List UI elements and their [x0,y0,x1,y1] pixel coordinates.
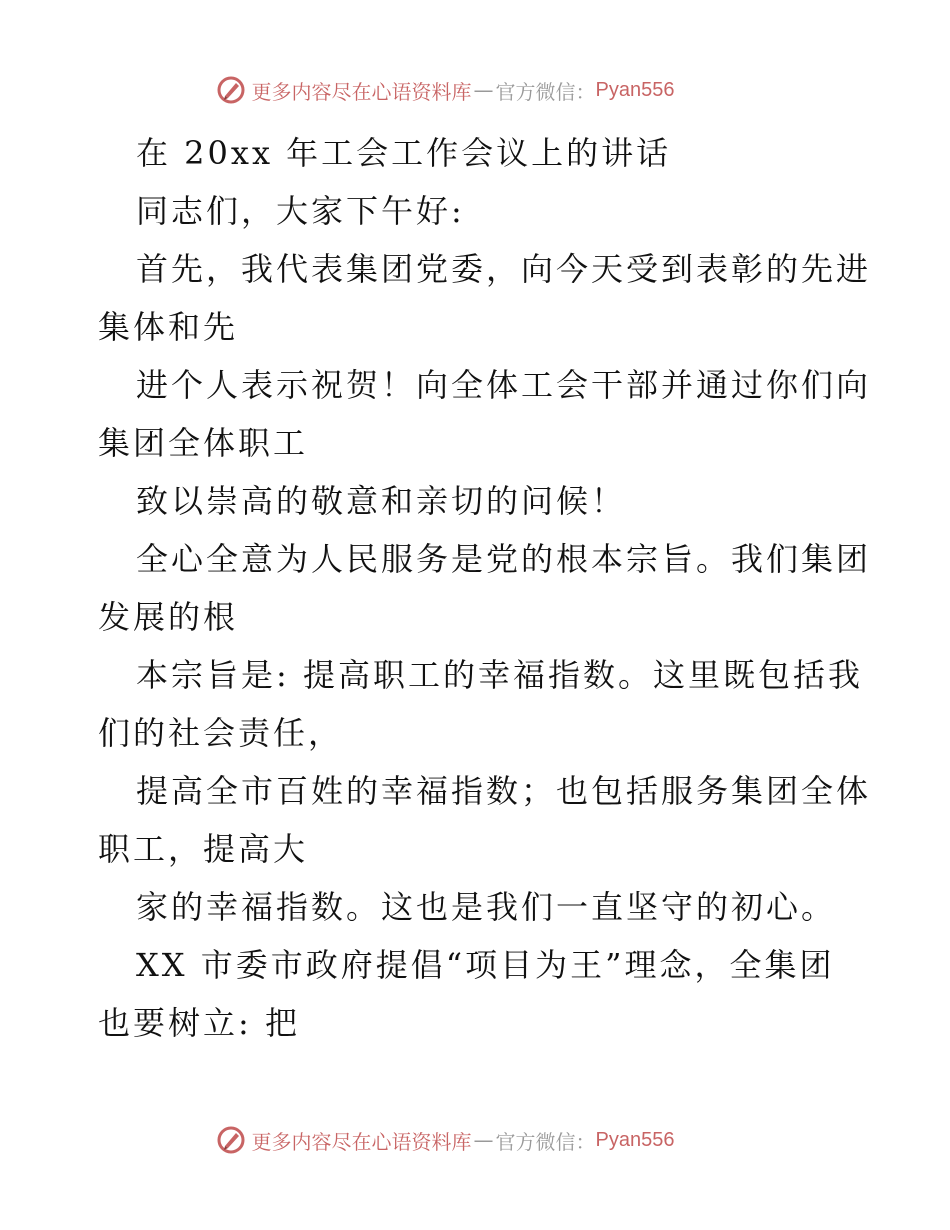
header-banner-separator: — [473,78,494,102]
header-banner-official: 官方微信： [495,79,596,104]
footer-banner-wechat-id: Pyan556 [595,1128,675,1151]
footer-banner-inner [216,1125,675,1155]
paragraph-line: 发展的根 [98,598,239,636]
footer-banner-official: 官方微信： [495,1129,596,1154]
paragraph-line: 首先，我代表集团党委，向今天受到表彰的先进 [136,250,872,288]
paragraph-line: 全心全意为人民服务是党的根本宗旨。我们集团 [136,540,872,578]
document-body [98,124,872,1052]
paragraph-line: 集体和先 [98,308,239,346]
pen-circle-logo-icon [216,1125,246,1155]
footer-banner-text: 更多内容尽在心语资料库 [251,1129,472,1154]
paragraph-line: 致以崇高的敬意和亲切的问候！ [136,482,627,520]
paragraph-line: 们的社会责任， [98,714,344,752]
paragraph-line: XX 市委市政府提倡“项目为王”理念，全集团 [136,946,835,984]
footer-banner [0,1120,950,1160]
paragraph-line: 同志们，大家下午好: [136,192,465,230]
paragraph-line: 也要树立: 把 [98,1004,300,1042]
paragraph-line: 职工，提高大 [98,830,309,868]
paragraph-line: 家的幸福指数。这也是我们一直坚守的初心。 [136,888,837,926]
paragraph-line: 进个人表示祝贺！向全体工会干部并通过你们向 [136,366,872,404]
paragraph-line: 集团全体职工 [98,424,309,462]
header-banner-wechat-id: Pyan556 [595,78,675,101]
document-title: 在 20xx 年工会工作会议上的讲话 [136,134,672,172]
header-banner-inner [216,75,675,105]
header-banner-text: 更多内容尽在心语资料库 [251,79,472,104]
footer-banner-separator: — [473,1128,494,1152]
pen-circle-logo-icon [216,75,246,105]
paragraph-line: 提高全市百姓的幸福指数；也包括服务集团全体 [136,772,872,810]
header-banner [0,70,950,110]
paragraph-line: 本宗旨是: 提高职工的幸福指数。这里既包括我 [136,656,863,694]
